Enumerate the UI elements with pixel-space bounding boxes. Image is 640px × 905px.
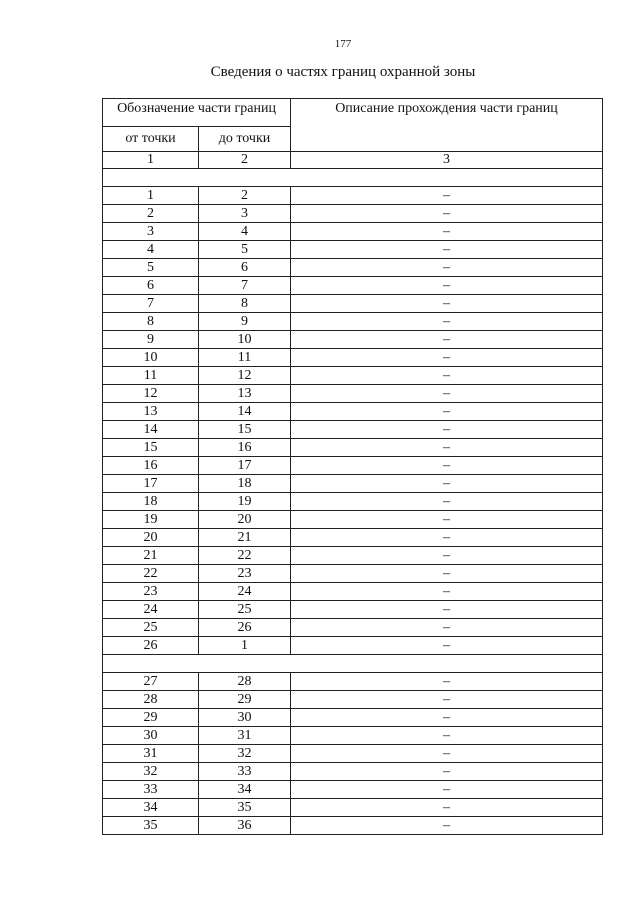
from-point-cell: 10	[103, 349, 199, 367]
description-cell: –	[291, 673, 603, 691]
to-point-cell: 32	[199, 745, 291, 763]
from-point-cell: 23	[103, 583, 199, 601]
to-point-cell: 26	[199, 619, 291, 637]
from-point-cell: 28	[103, 691, 199, 709]
description-cell: –	[291, 583, 603, 601]
header-description: Описание прохождения части границ	[291, 99, 603, 152]
column-number: 2	[199, 152, 291, 169]
section-separator-row	[103, 655, 603, 673]
table-row	[103, 691, 603, 709]
column-number: 1	[103, 152, 199, 169]
to-point-cell: 22	[199, 547, 291, 565]
description-cell: –	[291, 493, 603, 511]
to-point-cell: 15	[199, 421, 291, 439]
description-cell: –	[291, 529, 603, 547]
to-point-cell: 5	[199, 241, 291, 259]
from-point-cell: 16	[103, 457, 199, 475]
description-cell: –	[291, 511, 603, 529]
table-row	[103, 511, 603, 529]
from-point-cell: 27	[103, 673, 199, 691]
table-row	[103, 709, 603, 727]
table-row	[103, 259, 603, 277]
header-designation: Обозначение части границ	[103, 99, 291, 127]
from-point-cell: 8	[103, 313, 199, 331]
section-separator-row	[103, 169, 603, 187]
to-point-cell: 7	[199, 277, 291, 295]
description-cell: –	[291, 367, 603, 385]
description-cell: –	[291, 709, 603, 727]
from-point-cell: 6	[103, 277, 199, 295]
description-cell: –	[291, 745, 603, 763]
from-point-cell: 26	[103, 637, 199, 655]
description-cell: –	[291, 637, 603, 655]
table-row	[103, 547, 603, 565]
from-point-cell: 2	[103, 205, 199, 223]
to-point-cell: 36	[199, 817, 291, 835]
table-row	[103, 475, 603, 493]
table-row	[103, 439, 603, 457]
to-point-cell: 1	[199, 637, 291, 655]
description-cell: –	[291, 781, 603, 799]
description-cell: –	[291, 223, 603, 241]
table-row	[103, 313, 603, 331]
header-from-point: от точки	[103, 127, 199, 152]
from-point-cell: 33	[103, 781, 199, 799]
description-cell: –	[291, 421, 603, 439]
to-point-cell: 30	[199, 709, 291, 727]
to-point-cell: 12	[199, 367, 291, 385]
from-point-cell: 14	[103, 421, 199, 439]
column-number: 3	[291, 152, 603, 169]
to-point-cell: 2	[199, 187, 291, 205]
description-cell: –	[291, 457, 603, 475]
to-point-cell: 18	[199, 475, 291, 493]
description-cell: –	[291, 187, 603, 205]
table-row	[103, 763, 603, 781]
to-point-cell: 3	[199, 205, 291, 223]
to-point-cell: 34	[199, 781, 291, 799]
from-point-cell: 15	[103, 439, 199, 457]
table-row	[103, 727, 603, 745]
header-to-point: до точки	[199, 127, 291, 152]
page-title: Сведения о частях границ охранной зоны	[210, 64, 476, 80]
to-point-cell: 8	[199, 295, 291, 313]
to-point-cell: 9	[199, 313, 291, 331]
to-point-cell: 33	[199, 763, 291, 781]
to-point-cell: 20	[199, 511, 291, 529]
to-point-cell: 25	[199, 601, 291, 619]
description-cell: –	[291, 241, 603, 259]
description-cell: –	[291, 601, 603, 619]
table-row	[103, 817, 603, 835]
table-row	[103, 367, 603, 385]
from-point-cell: 11	[103, 367, 199, 385]
description-cell: –	[291, 547, 603, 565]
to-point-cell: 14	[199, 403, 291, 421]
from-point-cell: 9	[103, 331, 199, 349]
from-point-cell: 24	[103, 601, 199, 619]
table-row	[103, 799, 603, 817]
description-cell: –	[291, 259, 603, 277]
table-row	[103, 637, 603, 655]
page-number: 177	[334, 38, 352, 50]
table-row	[103, 223, 603, 241]
description-cell: –	[291, 295, 603, 313]
description-cell: –	[291, 763, 603, 781]
from-point-cell: 21	[103, 547, 199, 565]
from-point-cell: 31	[103, 745, 199, 763]
table-row	[103, 673, 603, 691]
from-point-cell: 30	[103, 727, 199, 745]
description-cell: –	[291, 331, 603, 349]
to-point-cell: 4	[199, 223, 291, 241]
table-row	[103, 583, 603, 601]
to-point-cell: 10	[199, 331, 291, 349]
boundary-parts-table	[102, 98, 603, 835]
table-row	[103, 493, 603, 511]
table-row	[103, 331, 603, 349]
description-cell: –	[291, 385, 603, 403]
section-separator	[103, 655, 603, 673]
from-point-cell: 35	[103, 817, 199, 835]
to-point-cell: 31	[199, 727, 291, 745]
table-row	[103, 241, 603, 259]
from-point-cell: 1	[103, 187, 199, 205]
description-cell: –	[291, 313, 603, 331]
from-point-cell: 19	[103, 511, 199, 529]
to-point-cell: 17	[199, 457, 291, 475]
from-point-cell: 22	[103, 565, 199, 583]
from-point-cell: 4	[103, 241, 199, 259]
from-point-cell: 18	[103, 493, 199, 511]
from-point-cell: 7	[103, 295, 199, 313]
description-cell: –	[291, 691, 603, 709]
from-point-cell: 25	[103, 619, 199, 637]
table-row	[103, 403, 603, 421]
to-point-cell: 29	[199, 691, 291, 709]
from-point-cell: 20	[103, 529, 199, 547]
table-body	[103, 169, 603, 835]
table-row	[103, 385, 603, 403]
to-point-cell: 21	[199, 529, 291, 547]
description-cell: –	[291, 817, 603, 835]
from-point-cell: 3	[103, 223, 199, 241]
from-point-cell: 12	[103, 385, 199, 403]
from-point-cell: 17	[103, 475, 199, 493]
description-cell: –	[291, 205, 603, 223]
table-row	[103, 205, 603, 223]
description-cell: –	[291, 727, 603, 745]
description-cell: –	[291, 475, 603, 493]
from-point-cell: 32	[103, 763, 199, 781]
table-row	[103, 619, 603, 637]
from-point-cell: 34	[103, 799, 199, 817]
description-cell: –	[291, 349, 603, 367]
description-cell: –	[291, 799, 603, 817]
table-row	[103, 349, 603, 367]
from-point-cell: 13	[103, 403, 199, 421]
description-cell: –	[291, 439, 603, 457]
table-row	[103, 601, 603, 619]
to-point-cell: 35	[199, 799, 291, 817]
to-point-cell: 19	[199, 493, 291, 511]
table-row	[103, 781, 603, 799]
to-point-cell: 28	[199, 673, 291, 691]
table-row	[103, 745, 603, 763]
description-cell: –	[291, 403, 603, 421]
section-separator	[103, 169, 603, 187]
table-row	[103, 457, 603, 475]
to-point-cell: 24	[199, 583, 291, 601]
table-row	[103, 421, 603, 439]
to-point-cell: 16	[199, 439, 291, 457]
to-point-cell: 11	[199, 349, 291, 367]
from-point-cell: 29	[103, 709, 199, 727]
description-cell: –	[291, 619, 603, 637]
to-point-cell: 13	[199, 385, 291, 403]
table-row	[103, 187, 603, 205]
to-point-cell: 6	[199, 259, 291, 277]
description-cell: –	[291, 277, 603, 295]
table-row	[103, 295, 603, 313]
to-point-cell: 23	[199, 565, 291, 583]
table-row	[103, 529, 603, 547]
table-row	[103, 277, 603, 295]
from-point-cell: 5	[103, 259, 199, 277]
description-cell: –	[291, 565, 603, 583]
table-row	[103, 565, 603, 583]
